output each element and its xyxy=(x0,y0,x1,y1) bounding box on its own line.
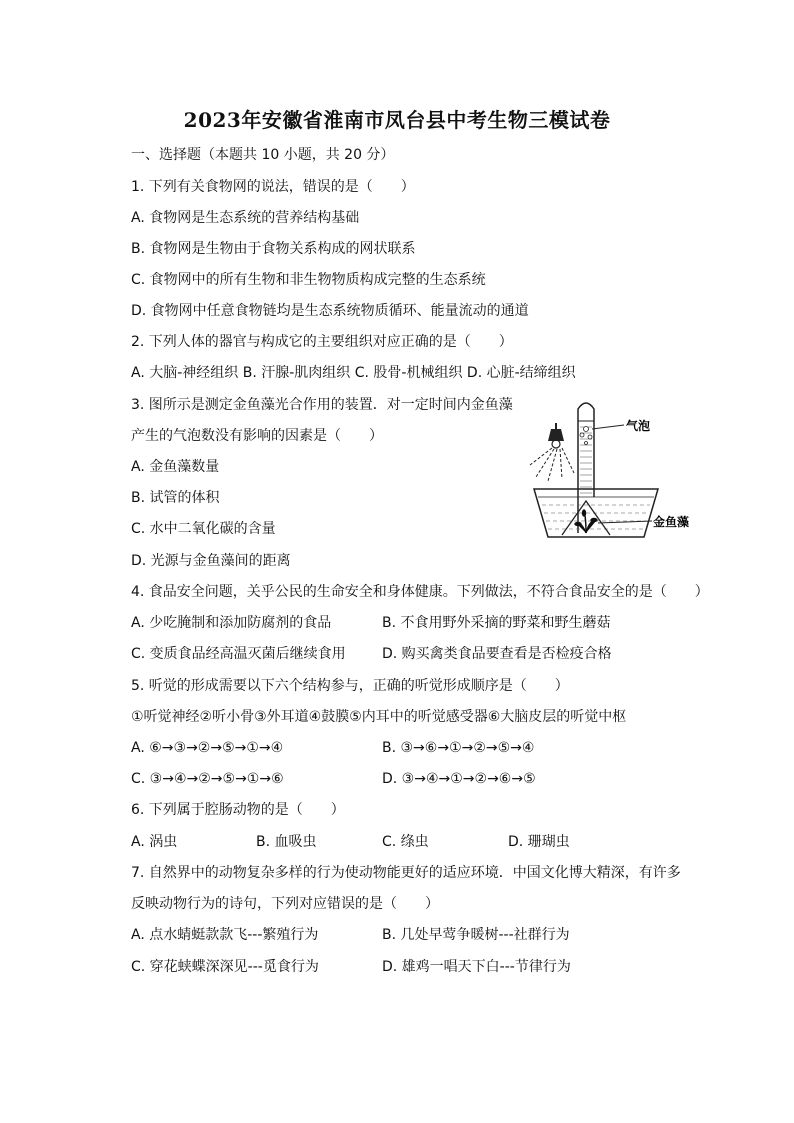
q7-stem-line1: 7. 自然界中的动物复杂多样的行为使动物能更好的适应环境．中国文化博大精深，有许多 xyxy=(131,865,681,881)
q1-option-b: B. 食物网是生物由于食物关系构成的网状联系 xyxy=(131,241,416,257)
q5-option-a: A. ⑥→③→②→⑤→①→④ xyxy=(131,740,284,756)
q7-stem-line2: 反映动物行为的诗句，下列对应错误的是（ ） xyxy=(131,896,439,912)
beaker xyxy=(534,489,658,537)
q4-stem: 4. 食品安全问题，关乎公民的生命安全和身体健康。下列做法，不符合食品安全的是（ ） xyxy=(131,584,709,600)
photosynthesis-apparatus-figure xyxy=(526,393,696,543)
label-bubble: 气泡 xyxy=(626,419,651,433)
q6-stem: 6. 下列属于腔肠动物的是（ ） xyxy=(131,802,345,818)
q3-stem-line1: 3. 图所示是测定金鱼藻光合作用的装置．对一定时间内金鱼藻 xyxy=(131,397,513,413)
q6-option-d: D. 珊瑚虫 xyxy=(508,834,570,850)
q1-option-d: D. 食物网中任意食物链均是生态系统物质循环、能量流动的通道 xyxy=(131,303,529,319)
q3-option-c: C. 水中二氧化碳的含量 xyxy=(131,521,276,537)
q6-option-c: C. 绦虫 xyxy=(382,834,429,850)
q7-option-b: B. 几处早莺争暖树---社群行为 xyxy=(382,927,570,943)
lamp-icon xyxy=(548,423,564,448)
q3-option-b: B. 试管的体积 xyxy=(131,490,220,506)
q3-option-d: D. 光源与金鱼藻间的距离 xyxy=(131,553,291,569)
q7-option-c: C. 穿花蛱蝶深深见---觅食行为 xyxy=(131,959,319,975)
q5-option-b: B. ③→⑥→①→②→⑤→④ xyxy=(382,740,535,756)
q5-option-c: C. ③→④→②→⑤→①→⑥ xyxy=(131,771,284,787)
q3-stem-line2: 产生的气泡数没有影响的因素是（ ） xyxy=(131,428,383,444)
page-title: 2023年安徽省淮南市凤台县中考生物三模试卷 xyxy=(183,108,611,132)
q4-option-a: A. 少吃腌制和添加防腐剂的食品 xyxy=(131,615,332,631)
q1-option-a: A. 食物网是生态系统的营养结构基础 xyxy=(131,210,360,226)
q1-option-c: C. 食物网中的所有生物和非生物物质构成完整的生态系统 xyxy=(131,272,486,288)
q5-structure-list: ①听觉神经②听小骨③外耳道④鼓膜⑤内耳中的听觉感受器⑥大脑皮层的听觉中枢 xyxy=(131,709,627,725)
q6-option-b: B. 血吸虫 xyxy=(256,834,317,850)
q6-option-a: A. 涡虫 xyxy=(131,834,178,850)
q5-stem: 5. 听觉的形成需要以下六个结构参与，正确的听觉形成顺序是（ ） xyxy=(131,678,569,694)
q1-stem: 1. 下列有关食物网的说法，错误的是（ ） xyxy=(131,179,415,195)
section-heading: 一、选择题（本题共 10 小题，共 20 分） xyxy=(131,147,395,163)
q2-options: A. 大脑-神经组织 B. 汗腺-肌肉组织 C. 股骨-机械组织 D. 心脏-结缔组织 xyxy=(131,365,576,381)
q4-option-c: C. 变质食品经高温灭菌后继续食用 xyxy=(131,646,346,662)
q4-option-d: D. 购买禽类食品要查看是否检疫合格 xyxy=(382,646,612,662)
q3-option-a: A. 金鱼藻数量 xyxy=(131,459,220,475)
q4-option-b: B. 不食用野外采摘的野菜和野生蘑菇 xyxy=(382,615,611,631)
q7-option-a: A. 点水蜻蜓款款飞---繁殖行为 xyxy=(131,927,319,943)
q7-option-d: D. 雄鸡一唱天下白---节律行为 xyxy=(382,959,571,975)
q2-stem: 2. 下列人体的器官与构成它的主要组织对应正确的是（ ） xyxy=(131,334,513,350)
label-waterweed: 金鱼藻 xyxy=(653,515,690,529)
light-rays xyxy=(530,448,574,481)
q5-option-d: D. ③→④→①→②→⑥→⑤ xyxy=(382,771,536,787)
